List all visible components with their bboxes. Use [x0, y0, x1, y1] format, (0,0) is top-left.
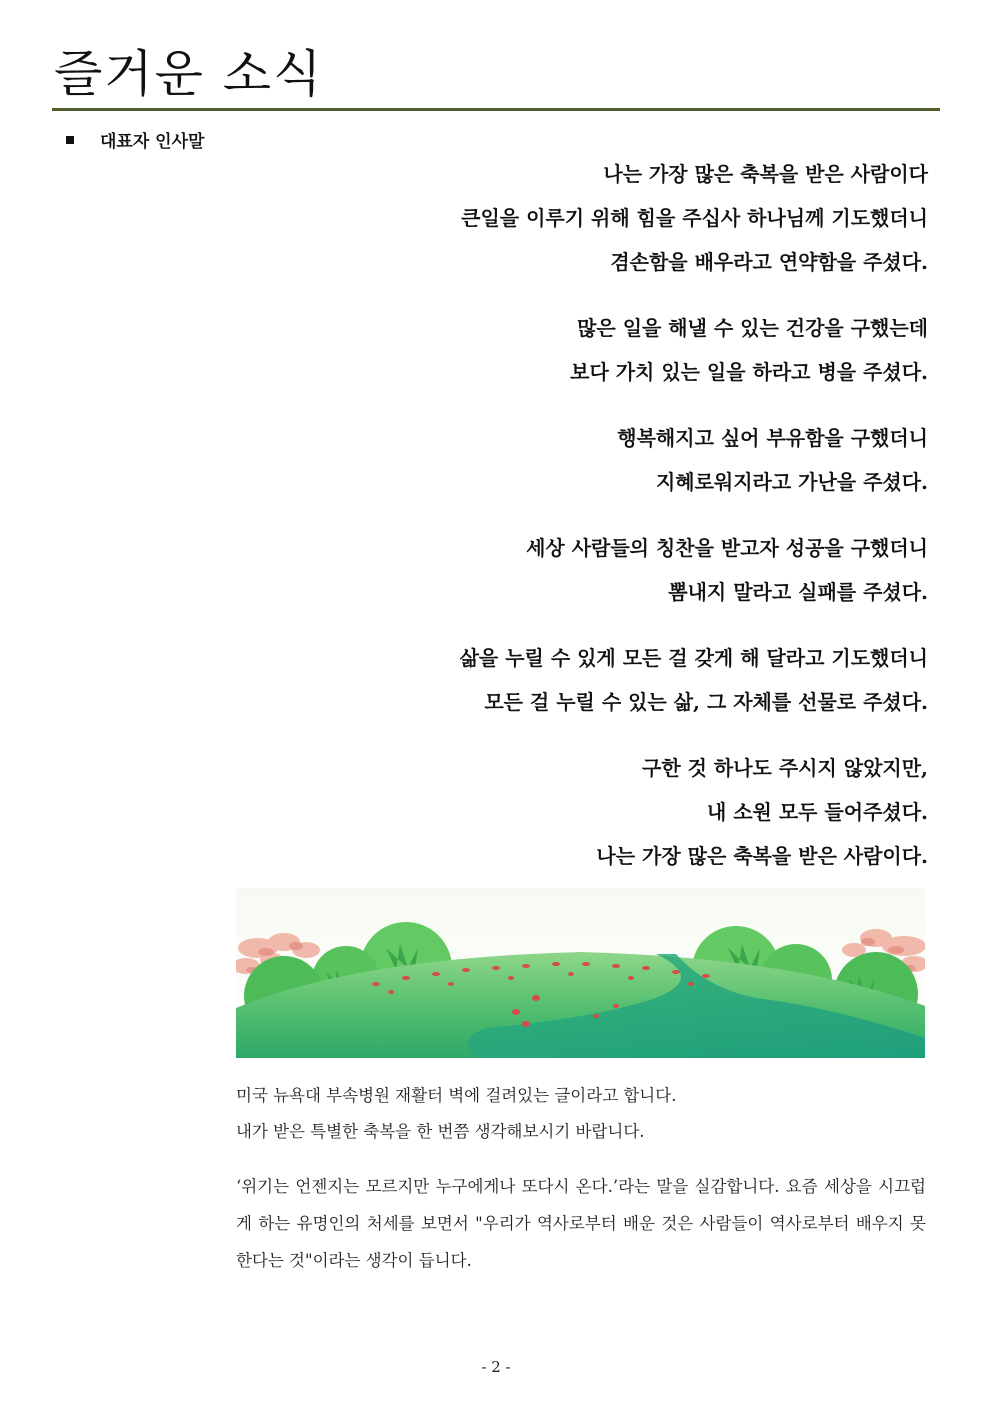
square-bullet-icon: [66, 136, 74, 144]
page-number: - 2 -: [481, 1358, 511, 1376]
poem-stanza: [228, 306, 928, 394]
poem-stanza: [228, 526, 928, 614]
poem-line: 겸손함을 배우라고 연약함을 주셨다.: [610, 250, 928, 274]
poem-line: 구한 것 하나도 주시지 않았지만,: [642, 756, 928, 780]
poem-line: 보다 가치 있는 일을 하라고 병을 주셨다.: [570, 360, 928, 384]
poem-line: 세상 사람들의 칭찬을 받고자 성공을 구했더니: [526, 536, 928, 560]
section-heading-label: 대표자 인사말: [100, 132, 205, 152]
title-divider: [52, 108, 940, 111]
page-title: 즐거운 소식: [54, 45, 324, 103]
poem-line: 나는 가장 많은 축복을 받은 사람이다.: [596, 844, 928, 868]
poem-stanza: [228, 416, 928, 504]
hill-landscape-illustration: [236, 888, 925, 1058]
section-heading: [66, 130, 204, 154]
poem-line: 모든 걸 누릴 수 있는 삶, 그 자체를 선물로 주셨다.: [484, 690, 928, 714]
closing-note-line: 미국 뉴욕대 부속병원 재활터 벽에 걸려있는 글이라고 합니다.: [236, 1086, 677, 1105]
closing-note: [236, 1078, 926, 1150]
poem-line: 뽐내지 말라고 실패를 주셨다.: [668, 580, 928, 604]
poem-line: 지혜로워지라고 가난을 주셨다.: [655, 470, 928, 494]
poem-line: 내 소원 모두 들어주셨다.: [706, 800, 928, 824]
poem-stanza: [228, 636, 928, 724]
poem-stanza: [228, 152, 928, 284]
poem-line: 많은 일을 해낼 수 있는 건강을 구했는데: [577, 316, 928, 340]
poem-line: 삶을 누릴 수 있게 모든 걸 갖게 해 달라고 기도했더니: [459, 646, 928, 670]
poem-line: 나는 가장 많은 축복을 받은 사람이다: [603, 162, 928, 186]
poem-line: 큰일을 이루기 위해 힘을 주십사 하나님께 기도했더니: [461, 206, 928, 230]
poem-line: 행복해지고 싶어 부유함을 구했더니: [617, 426, 928, 450]
poem-stanza: [228, 746, 928, 878]
reflection-paragraph: ‘위기는 언젠지는 모르지만 누구에게나 또다시 온다.’라는 말을 실감합니다. 요즘 세상을 시끄럽게 하는 유명인의 처세를 보면서 "우리가 역사로부터 배운 것은 사람들이 역사로부터 배우지 못한다는 것"이라는 생각이 듭니다.: [236, 1177, 926, 1270]
poem: [228, 152, 928, 900]
closing-note-line: 내가 받은 특별한 축복을 한 번쯤 생각해보시기 바랍니다.: [236, 1122, 645, 1141]
